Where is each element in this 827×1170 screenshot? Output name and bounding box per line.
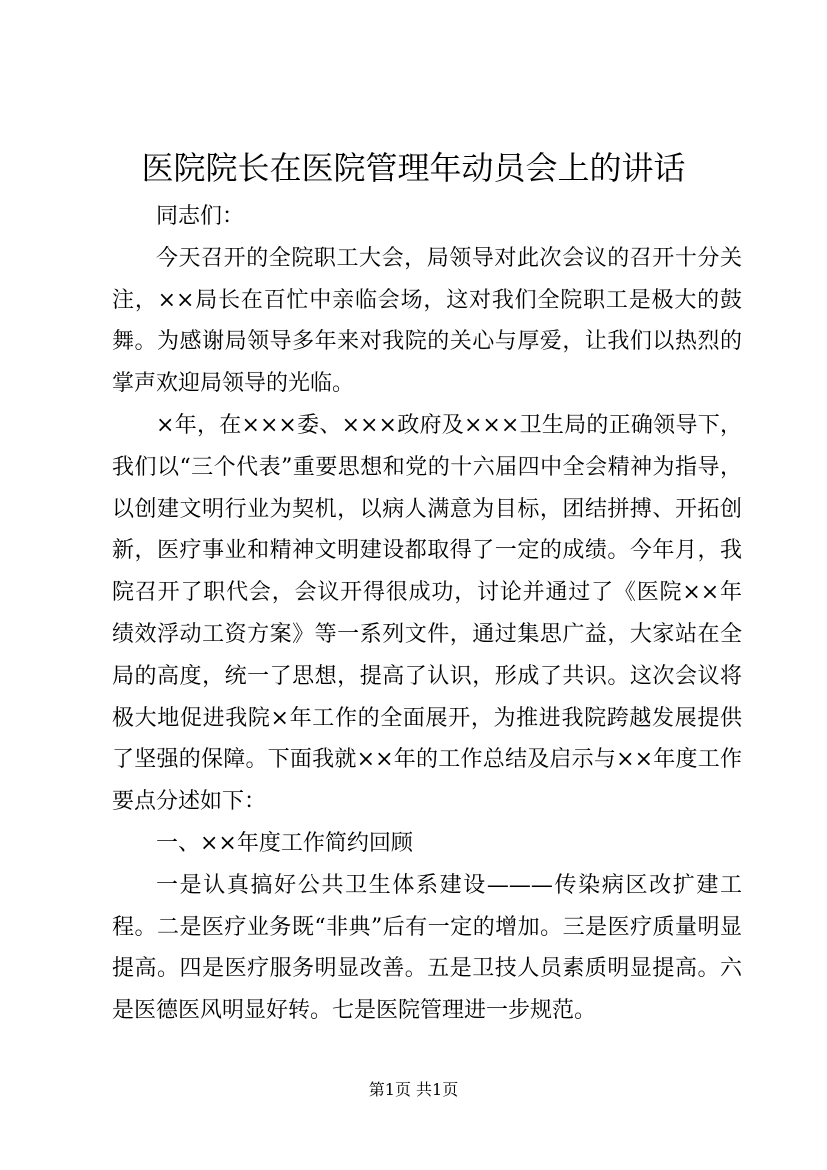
document-body [112, 196, 742, 1032]
body-paragraph-3: 一是认真搞好公共卫生体系建设———传染病区改扩建工程。二是医疗业务既“非典”后有一定的增加。三是医疗质量明显提高。四是医疗服务明显改善。五是卫技人员素质明显提高。六是医德医风明显好转。七是医院管理进一步规范。 [112, 872, 742, 1024]
page-footer: 第1页 共1页 [368, 1080, 459, 1099]
document-title: 医院院长在医院管理年动员会上的讲话 [141, 149, 686, 187]
section-heading: 一、××年度工作简约回顾 [156, 830, 413, 856]
body-paragraph-1: 今天召开的全院职工大会，局领导对此次会议的召开十分关注，××局长在百忙中亲临会场，这对我们全院职工是极大的鼓舞。为感谢局领导多年来对我院的关心与厚爱，让我们以热烈的掌声欢迎局领导的光临。 [112, 245, 742, 397]
body-paragraph-2: ×年，在×××委、×××政府及×××卫生局的正确领导下，我们以“三个代表”重要思想和党的十六届四中全会精神为指导，以创建文明行业为契机，以病人满意为目标，团结拼搏、开拓创新，医疗事业和精神文明建设都取得了一定的成绩。今年月，我院召开了职代会，会议开得很成功，讨论并通过了《医院××年绩效浮动工资方案》等一系列文件，通过集思广益，大家站在全局的高度，统一了思想，提高了认识，形成了共识。这次会议将极大地促进我院×年工作的全面展开，为推进我院跨越发展提供了坚强的保障。下面我就××年的工作总结及启示与××年度工作要点分述如下： [112, 412, 742, 815]
greeting-paragraph: 同志们： [156, 204, 245, 229]
